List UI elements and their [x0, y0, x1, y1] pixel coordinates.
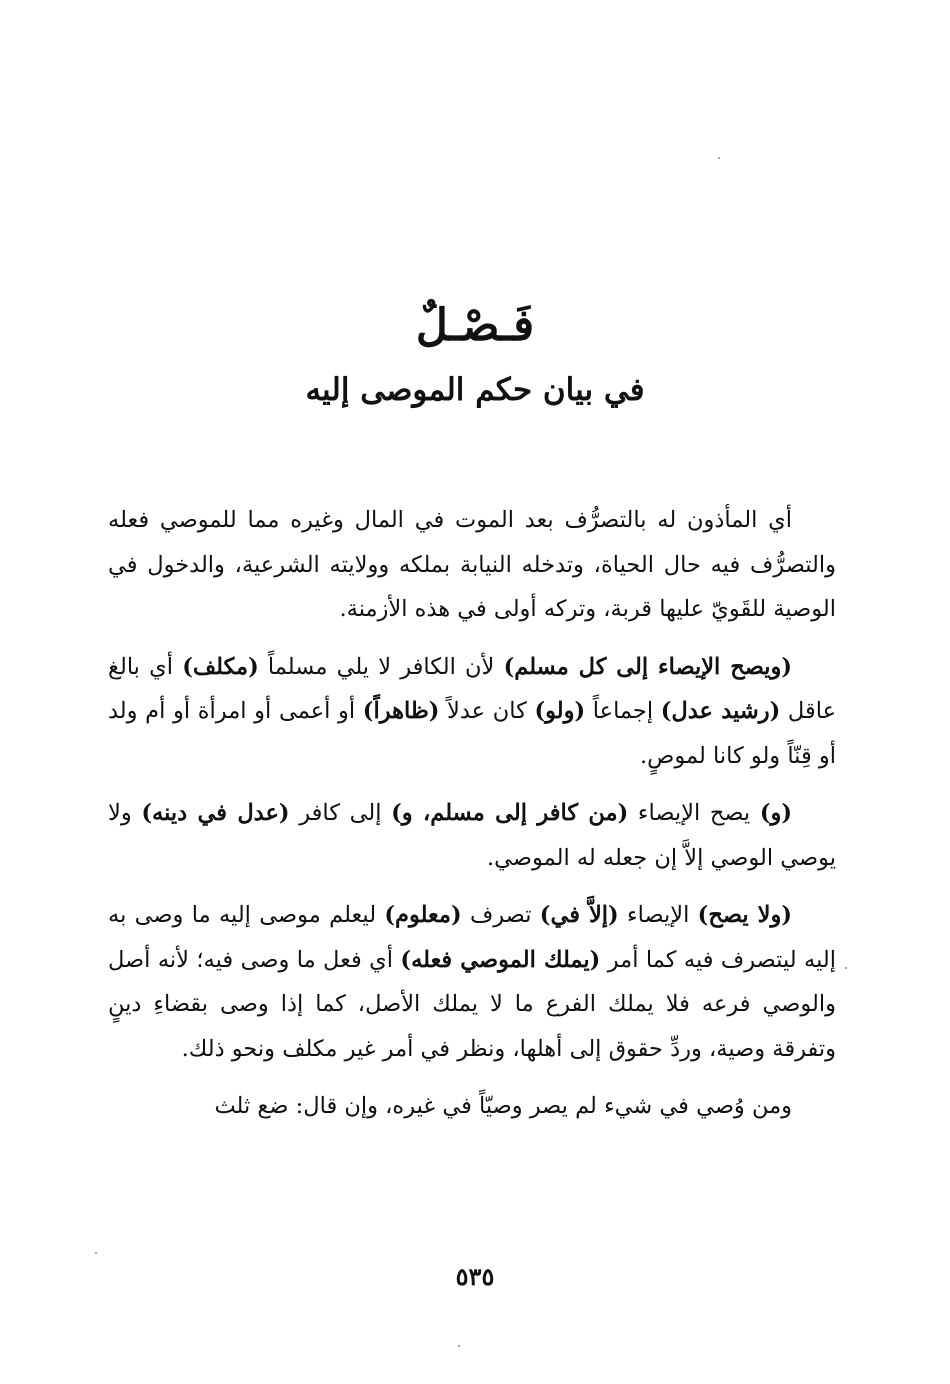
- matn-text: (إلاَّ في): [539, 902, 619, 928]
- commentary-text: أي المأذون له بالتصرُّف بعد الموت في المال وغيره مما للموصي فعله والتصرُّف فيه حال الحياة، وتدخله النيابة بملكه وولايته الشرعية، والدخول في الوصية للقَويّ عليها قربة، وتركه أولى في هذه الأزمنة.: [108, 507, 836, 622]
- paragraph: [108, 498, 836, 632]
- chapter-heading: فَـصْـلٌ: [415, 300, 535, 351]
- commentary-text: أي فعل ما وصى فيه؛ لأنه أصل والوصي فرعه فلا يملك الفرع ما لا يملك الأصل، كما إذا وصى بقضاءِ دينٍ وتفرقة وصية، وردِّ حقوق إلى أهلها، ونظر في أمر غير مكلف ونحو ذلك.: [108, 946, 836, 1062]
- commentary-text: كان عدلاً: [439, 698, 535, 724]
- matn-text: (رشيد عدل): [660, 698, 781, 724]
- commentary-text: أي بالغ عاقل: [108, 653, 837, 724]
- paragraph: [108, 791, 836, 880]
- commentary-text: لأن الكافر لا يلي مسلماً: [258, 653, 504, 680]
- commentary-text: ليعلم موصى إليه ما وصى به إليه ليتصرف فيه كما أمر: [108, 902, 836, 973]
- matn-text: (من كافر إلى مسلم، و): [391, 800, 629, 826]
- paragraph: [108, 1084, 836, 1129]
- scan-speck: [95, 1252, 97, 1254]
- commentary-text: يصح الإيصاء: [628, 800, 760, 826]
- commentary-text: ومن وُصي في شيء لم يصر وصيّاً في غيره، وإن قال: ضع ثلث: [214, 1093, 792, 1119]
- commentary-text: تصرف: [461, 902, 540, 928]
- matn-text: (عدل في دينه): [141, 800, 290, 826]
- chapter-subtitle: في بيان حكم الموصى إليه: [305, 372, 645, 408]
- matn-text: (و): [759, 800, 792, 826]
- commentary-text: إلى كافر: [289, 800, 392, 826]
- scan-speck: [458, 1345, 460, 1347]
- body-text: [108, 498, 836, 1142]
- matn-text: (ولو): [534, 698, 586, 724]
- scan-speck: [718, 157, 720, 159]
- page-number: ٥٣٥: [455, 1262, 495, 1291]
- commentary-text: إجماعاً: [585, 698, 661, 724]
- scan-speck: [845, 967, 847, 969]
- paragraph: [108, 645, 836, 779]
- matn-text: (مكلف): [182, 653, 259, 680]
- matn-text: (معلوم): [384, 902, 462, 928]
- matn-text: (ويصح الإيصاء إلى كل مسلم): [503, 653, 792, 680]
- matn-text: (ولا يصح): [697, 902, 792, 928]
- commentary-text: أو أعمى أو امرأة أو أم ولد أو قِنّاً ولو كانا لموصٍ.: [108, 698, 836, 769]
- matn-text: (ظاهراً): [362, 698, 440, 724]
- commentary-text: الإيصاء: [618, 902, 698, 928]
- commentary-text: ولا يوصي الوصي إلاَّ إن جعله له الموصي.: [108, 800, 836, 871]
- paragraph: [108, 893, 836, 1071]
- matn-text: (يملك الموصي فعله): [400, 946, 601, 973]
